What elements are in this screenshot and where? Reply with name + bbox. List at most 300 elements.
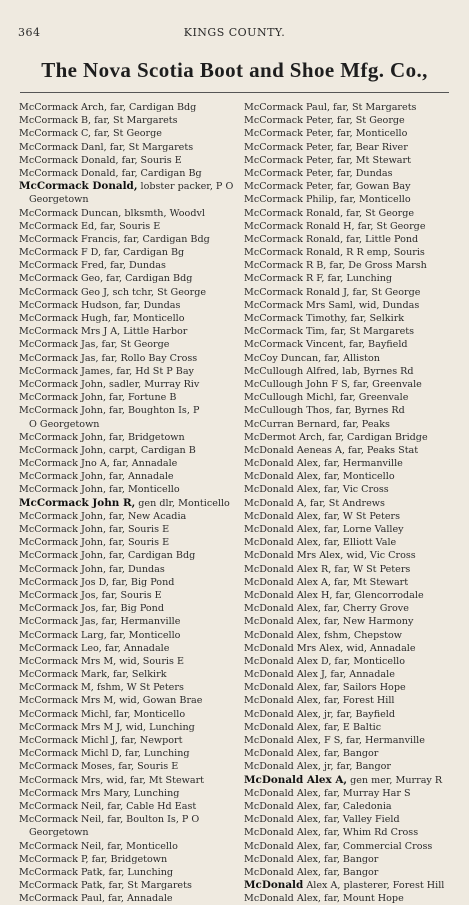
entry-detail: Paul, far, Annadale xyxy=(80,893,173,905)
directory-entry xyxy=(244,167,462,180)
entry-surname: McCormack xyxy=(19,616,78,628)
entry-surname: McCormack xyxy=(19,721,78,733)
directory-entry xyxy=(19,813,239,826)
directory-entry xyxy=(19,312,239,325)
entry-detail: Ronald H, far, St George xyxy=(305,220,426,232)
advertisement-banner: The Nova Scotia Boot and Shoe Mfg. Co., xyxy=(41,58,428,82)
entry-detail: Patk, far, Lunching xyxy=(80,866,174,878)
directory-entry xyxy=(244,391,462,404)
entry-surname: McCormack xyxy=(244,154,303,166)
directory-entry xyxy=(244,813,462,826)
directory-entry xyxy=(244,774,462,787)
entry-surname: McCormack xyxy=(244,286,303,298)
entry-detail: John, far, Annadale xyxy=(80,471,174,483)
entry-surname: McCormack xyxy=(244,128,303,140)
directory-entry xyxy=(19,589,239,602)
directory-entry xyxy=(244,576,462,589)
directory-entry xyxy=(244,233,462,246)
entry-surname: McDonald xyxy=(244,787,294,799)
entry-surname: McCullough xyxy=(244,405,304,417)
directory-entry xyxy=(19,431,239,444)
directory-entry xyxy=(244,418,462,431)
entry-surname: McCormack xyxy=(19,458,78,470)
directory-entry xyxy=(244,457,462,470)
entry-surname: McCormack xyxy=(19,444,78,456)
directory-entry xyxy=(244,299,462,312)
entry-detail: O Georgetown xyxy=(29,418,100,430)
entry-surname: McCormack xyxy=(19,286,78,298)
entry-surname: McCormack xyxy=(19,563,78,575)
entry-detail: Paul, far, St Margarets xyxy=(305,102,417,113)
entry-surname: McCormack xyxy=(19,774,78,786)
entry-detail: lobster packer, P O xyxy=(140,181,234,193)
entry-detail: Michl J, far, Newport xyxy=(80,735,183,746)
directory-entry xyxy=(244,404,462,417)
entry-detail: John, far, Fortune B xyxy=(80,392,177,404)
entry-surname: McCormack xyxy=(244,167,303,179)
running-title: KINGS COUNTY. xyxy=(183,26,286,39)
entry-detail: Bernard, far, Peaks xyxy=(296,418,390,430)
entry-surname: McCormack xyxy=(244,220,303,232)
entry-surname: McCormack xyxy=(19,392,78,404)
entry-surname: McDonald xyxy=(244,721,294,733)
directory-entry xyxy=(19,629,239,642)
entry-surname: McCormack xyxy=(19,207,78,219)
directory-entry xyxy=(244,338,462,351)
directory-entry xyxy=(19,233,239,246)
entry-detail: C, far, St George xyxy=(80,128,162,140)
entry-detail: Alex, fshm, Chepstow xyxy=(296,629,402,641)
directory-entry xyxy=(19,840,239,853)
entry-surname: McDonald xyxy=(244,866,294,878)
entry-detail: Duncan, far, Alliston xyxy=(280,352,380,364)
directory-entry xyxy=(244,708,462,721)
directory-entry xyxy=(244,800,462,813)
entry-detail: Ed, far, Souris E xyxy=(80,220,161,232)
directory-entry xyxy=(19,563,239,576)
entry-detail: Philip, far, Monticello xyxy=(305,194,411,206)
directory-entry xyxy=(19,892,239,905)
directory-entry xyxy=(244,523,462,536)
entry-detail: Alfred, lab, Byrnes Rd xyxy=(306,365,414,377)
entry-detail: Moses, far, Souris E xyxy=(80,761,179,773)
entry-detail: Peter, far, Monticello xyxy=(305,128,408,140)
directory-entry xyxy=(244,272,462,285)
entry-surname: McCullough xyxy=(244,378,304,390)
entry-surname: McCormack xyxy=(19,431,78,443)
entry-surname: McCormack xyxy=(19,524,78,535)
entry-surname: McCormack xyxy=(19,853,78,865)
directory-entry xyxy=(19,602,239,615)
entry-surname: McCormack xyxy=(19,510,78,522)
entry-detail: Alex, far, Cherry Grove xyxy=(296,603,409,615)
entry-detail: Donald, far, Souris E xyxy=(80,154,182,166)
directory-entry xyxy=(244,365,462,378)
entry-surname: McDonald xyxy=(244,444,294,456)
entry-surname: McCormack xyxy=(19,484,78,496)
entry-surname: McCullough xyxy=(244,365,304,377)
directory-entry xyxy=(19,101,239,114)
directory-entry xyxy=(244,127,462,140)
directory-entry xyxy=(19,721,239,734)
directory-entry xyxy=(19,787,239,800)
directory-entry xyxy=(244,470,462,483)
entry-surname: McCormack John R, xyxy=(19,496,136,509)
entry-detail: Ronald, R R emp, Souris xyxy=(305,247,425,259)
directory-entry xyxy=(244,602,462,615)
directory-entry xyxy=(244,101,462,114)
entry-surname: McCormack xyxy=(19,313,78,324)
entry-detail: Jno A, far, Annadale xyxy=(80,458,178,470)
entry-detail: Arch, far, Cardigan Bridge xyxy=(298,431,428,443)
entry-detail: Alex J, far, Annadale xyxy=(296,669,395,681)
entry-surname: McCormack xyxy=(244,273,303,285)
entry-detail: Ronald, far, St George xyxy=(305,207,415,219)
directory-entry xyxy=(19,154,239,167)
directory-entry xyxy=(244,892,462,905)
entry-surname: McDonald xyxy=(244,550,294,562)
entry-surname: McCormack xyxy=(19,814,78,826)
directory-entry xyxy=(19,510,239,523)
directory-entry xyxy=(19,497,239,510)
entry-detail: John, far, Bridgetown xyxy=(80,431,185,443)
entry-detail: gen dlr, Monticello xyxy=(138,497,230,509)
directory-entry xyxy=(19,760,239,773)
entry-surname: McCormack xyxy=(19,128,78,140)
entry-surname: McDonald xyxy=(244,576,294,588)
entry-surname: McDonald xyxy=(244,840,294,852)
entry-surname: McCormack xyxy=(19,405,78,417)
directory-entry xyxy=(19,708,239,721)
entry-surname: McCormack xyxy=(244,141,303,153)
directory-entry xyxy=(19,523,239,536)
entry-surname: McDermot xyxy=(244,431,296,443)
entry-detail: Ronald, far, Little Pond xyxy=(305,233,419,245)
entry-surname: McCormack Donald, xyxy=(19,180,138,193)
entry-surname: McDonald xyxy=(244,879,304,892)
directory-entry xyxy=(244,879,462,892)
entry-detail: John, far, Boughton Is, P xyxy=(80,405,200,417)
entry-detail: Danl, far, St Margarets xyxy=(80,141,194,153)
entry-detail: M, fshm, W St Peters xyxy=(80,682,184,694)
directory-entry xyxy=(19,655,239,668)
entry-surname: McCormack xyxy=(244,313,303,324)
entry-surname: McCormack xyxy=(19,576,78,588)
entry-surname: McDonald xyxy=(244,735,294,746)
entry-detail: Alex D, far, Monticello xyxy=(296,655,405,667)
entry-detail: Ronald J, far, St George xyxy=(305,286,421,298)
entry-surname: McDonald xyxy=(244,655,294,667)
entry-detail: Alex A, far, Mt Stewart xyxy=(296,576,409,588)
entry-surname: McDonald xyxy=(244,458,294,470)
entry-detail: Timothy, far, Selkirk xyxy=(305,313,405,324)
entry-detail: John F S, far, Greenvale xyxy=(306,378,422,390)
entry-detail: Georgetown xyxy=(29,827,89,839)
entry-detail: Geo, far, Cardigan Bdg xyxy=(80,273,193,285)
entry-surname: McCormack xyxy=(19,708,78,720)
directory-entry xyxy=(19,325,239,338)
entry-detail: Peter, far, St George xyxy=(305,115,405,127)
entry-surname: McCormack xyxy=(19,537,78,549)
directory-entry xyxy=(244,734,462,747)
directory-entry xyxy=(244,180,462,193)
directory-entry xyxy=(244,853,462,866)
entry-detail: Alex, F S, far, Hermanville xyxy=(296,735,425,746)
entry-surname: McCormack xyxy=(19,154,78,166)
directory-entry xyxy=(244,747,462,760)
entry-detail: Alex H, far, Glencorrodale xyxy=(296,589,424,601)
entry-detail: James, far, Hd St P Bay xyxy=(80,365,194,377)
directory-entry xyxy=(19,826,239,839)
entry-surname: McCormack xyxy=(19,339,78,351)
directory-entry xyxy=(19,483,239,496)
entry-detail: Jas, far, Rollo Bay Cross xyxy=(80,352,198,364)
directory-entry xyxy=(244,483,462,496)
directory-entry xyxy=(244,325,462,338)
entry-detail: Francis, far, Cardigan Bdg xyxy=(80,233,210,245)
directory-entry xyxy=(19,299,239,312)
entry-surname: McDonald xyxy=(244,748,294,760)
directory-entry xyxy=(244,154,462,167)
entry-surname: McCormack xyxy=(19,260,78,272)
entry-detail: Michl D, far, Lunching xyxy=(80,748,190,760)
directory-entry xyxy=(244,497,462,510)
entry-detail: John, far, Cardigan Bdg xyxy=(80,550,196,562)
directory-entry xyxy=(244,220,462,233)
directory-entry xyxy=(19,193,239,206)
directory-entry xyxy=(19,866,239,879)
directory-entry xyxy=(244,721,462,734)
directory-entry xyxy=(244,246,462,259)
directory-entry xyxy=(19,418,239,431)
directory-entry xyxy=(244,352,462,365)
entry-detail: Michl, far, Greenvale xyxy=(306,392,409,404)
entry-detail: Peter, far, Dundas xyxy=(305,167,393,179)
directory-entry xyxy=(244,760,462,773)
entry-surname: McDonald xyxy=(244,563,294,575)
entry-detail: Neil, far, Cable Hd East xyxy=(80,800,197,812)
directory-entry xyxy=(244,668,462,681)
entry-surname: McCormack xyxy=(19,695,78,707)
entry-surname: McCormack xyxy=(19,115,78,127)
entry-surname: McDonald xyxy=(244,695,294,707)
entry-detail: Alex, far, Caledonia xyxy=(296,800,392,812)
entry-surname: McDonald xyxy=(244,708,294,720)
entry-surname: McCurran xyxy=(244,418,294,430)
entry-detail: Alex A, plasterer, Forest Hill xyxy=(306,880,445,892)
directory-entry xyxy=(19,747,239,760)
entry-surname: McCormack xyxy=(19,273,78,285)
entry-detail: Mrs, wid, far, Mt Stewart xyxy=(80,774,205,786)
directory-entry xyxy=(19,167,239,180)
entry-surname: McCormack xyxy=(19,378,78,390)
entry-detail: F D, far, Cardigan Bg xyxy=(80,247,185,259)
entry-detail: Aeneas A, far, Peaks Stat xyxy=(296,444,419,456)
banner-divider xyxy=(20,92,449,93)
entry-surname: McCormack xyxy=(19,761,78,773)
directory-entry xyxy=(244,866,462,879)
entry-surname: McDonald xyxy=(244,642,294,654)
entry-detail: Arch, far, Cardigan Bdg xyxy=(80,102,197,113)
entry-detail: Alex R, far, W St Peters xyxy=(296,563,411,575)
entry-detail: Duncan, blksmth, Woodvl xyxy=(80,207,205,219)
entry-detail: Leo, far, Annadale xyxy=(80,642,170,654)
entry-detail: Jas, far, Hermanville xyxy=(80,616,181,628)
entry-surname: McCormack xyxy=(19,893,78,905)
entry-surname: McCormack xyxy=(19,748,78,760)
entry-surname: McCormack xyxy=(19,655,78,667)
entry-surname: McDonald xyxy=(244,814,294,826)
entry-surname: McDonald Alex A, xyxy=(244,773,347,786)
entry-detail: Alex, far, New Harmony xyxy=(296,616,414,628)
directory-entry xyxy=(244,141,462,154)
directory-entry xyxy=(244,444,462,457)
entry-detail: Neil, far, Monticello xyxy=(80,840,178,852)
entry-surname: McDonald xyxy=(244,853,294,865)
entry-detail: John, sadler, Murray Riv xyxy=(80,378,200,390)
entry-detail: Alex, far, Sailors Hope xyxy=(296,682,406,694)
entry-detail: Alex, far, Elliott Vale xyxy=(296,537,397,549)
entry-detail: Alex, far, Bangor xyxy=(296,748,379,760)
entry-surname: McDonald xyxy=(244,484,294,496)
directory-column-right xyxy=(244,101,462,905)
entry-detail: Alex, far, Monticello xyxy=(296,471,395,483)
directory-entry xyxy=(19,774,239,787)
entry-surname: McDonald xyxy=(244,682,294,694)
entry-detail: John, carpt, Cardigan B xyxy=(80,444,196,456)
directory-entry xyxy=(244,787,462,800)
directory-column-left xyxy=(19,101,239,905)
entry-detail: Donald, far, Cardigan Bg xyxy=(80,167,202,179)
directory-entry xyxy=(19,391,239,404)
directory-entry xyxy=(19,668,239,681)
directory-entry xyxy=(244,378,462,391)
entry-detail: Mrs M, wid, Souris E xyxy=(80,655,184,667)
directory-entry xyxy=(244,114,462,127)
directory-entry xyxy=(244,694,462,707)
entry-detail: John, far, Monticello xyxy=(80,484,180,496)
entry-detail: Alex, far, Murray Har S xyxy=(296,787,411,799)
entry-surname: McCormack xyxy=(19,233,78,245)
directory-entry xyxy=(244,826,462,839)
entry-detail: Mrs M, wid, Gowan Brae xyxy=(80,695,203,707)
directory-entry xyxy=(244,642,462,655)
entry-surname: McCormack xyxy=(19,326,78,338)
entry-surname: McCormack xyxy=(19,603,78,615)
entry-detail: Michl, far, Monticello xyxy=(80,708,186,720)
entry-detail: Mrs Saml, wid, Dundas xyxy=(305,299,420,311)
entry-detail: Alex, far, W St Peters xyxy=(296,510,401,522)
entry-detail: Mrs Alex, wid, Annadale xyxy=(296,642,416,654)
directory-entry xyxy=(19,576,239,589)
directory-entry xyxy=(244,193,462,206)
entry-surname: McCormack xyxy=(19,167,78,179)
entry-surname: McCormack xyxy=(19,682,78,694)
entry-detail: John, far, Souris E xyxy=(80,524,170,535)
entry-detail: John, far, Souris E xyxy=(80,537,170,549)
directory-entry xyxy=(19,734,239,747)
entry-detail: Alex, far, Whim Rd Cross xyxy=(296,827,419,839)
directory-entry xyxy=(19,681,239,694)
directory-entry xyxy=(244,563,462,576)
entry-detail: gen mer, Murray R xyxy=(350,774,443,786)
directory-entry xyxy=(244,549,462,562)
directory-entry xyxy=(19,259,239,272)
entry-surname: McCullough xyxy=(244,392,304,404)
entry-surname: McCormack xyxy=(244,207,303,219)
entry-surname: McCormack xyxy=(19,735,78,746)
entry-surname: McCormack xyxy=(244,181,303,193)
entry-detail: Alex, far, Lorne Valley xyxy=(296,524,404,535)
entry-detail: Mrs Alex, wid, Vic Cross xyxy=(296,550,416,562)
entry-detail: Peter, far, Gowan Bay xyxy=(305,181,411,193)
entry-surname: McCormack xyxy=(19,299,78,311)
entry-detail: Alex, far, Valley Field xyxy=(296,814,400,826)
entry-surname: McDonald xyxy=(244,669,294,681)
entry-surname: McCormack xyxy=(19,247,78,259)
directory-entry xyxy=(19,800,239,813)
entry-detail: Tim, far, St Margarets xyxy=(305,326,415,338)
entry-detail: Jas, far, St George xyxy=(80,339,170,351)
entry-detail: Neil, far, Boulton Is, P O xyxy=(80,814,200,826)
entry-detail: John, far, Dundas xyxy=(80,563,165,575)
directory-entry xyxy=(244,536,462,549)
entry-detail: Jos, far, Big Pond xyxy=(80,603,164,615)
entry-surname: McDonald xyxy=(244,603,294,615)
directory-entry xyxy=(19,615,239,628)
entry-detail: Georgetown xyxy=(29,194,89,206)
entry-surname: McCormack xyxy=(19,220,78,232)
directory-entry xyxy=(19,404,239,417)
entry-surname: McCormack xyxy=(244,260,303,272)
directory-entry xyxy=(244,655,462,668)
entry-surname: McCormack xyxy=(19,642,78,654)
entry-surname: McCormack xyxy=(19,840,78,852)
entry-surname: McCormack xyxy=(19,589,78,601)
directory-entry xyxy=(244,629,462,642)
directory-entry xyxy=(19,694,239,707)
entry-detail: R F, far, Lunching xyxy=(305,273,393,285)
entry-surname: McCormack xyxy=(244,194,303,206)
entry-surname: McDonald xyxy=(244,524,294,535)
directory-entry xyxy=(19,642,239,655)
entry-surname: McCormack xyxy=(19,629,78,641)
entry-detail: Hugh, far, Monticello xyxy=(80,313,185,324)
directory-entry xyxy=(19,365,239,378)
directory-entry xyxy=(19,853,239,866)
entry-surname: McCormack xyxy=(19,800,78,812)
directory-entry xyxy=(19,246,239,259)
directory-entry xyxy=(19,207,239,220)
entry-detail: John, far, New Acadia xyxy=(80,510,187,522)
directory-entry xyxy=(244,286,462,299)
directory-entry xyxy=(19,352,239,365)
entry-detail: Alex, far, E Baltic xyxy=(296,721,382,733)
entry-surname: McDonald xyxy=(244,761,294,773)
entry-detail: Mrs M J, wid, Lunching xyxy=(80,721,195,733)
entry-detail: Alex, far, Hermanville xyxy=(296,458,403,470)
entry-surname: McCormack xyxy=(244,102,303,113)
directory-entry xyxy=(244,681,462,694)
entry-detail: Alex, jr, far, Bayfield xyxy=(296,708,396,720)
entry-surname: McCormack xyxy=(19,471,78,483)
entry-detail: Alex, far, Mount Hope xyxy=(296,893,404,905)
entry-detail: Fred, far, Dundas xyxy=(80,260,166,272)
entry-detail: Mrs Mary, Lunching xyxy=(80,787,180,799)
directory-entry xyxy=(19,114,239,127)
entry-detail: Alex, far, Vic Cross xyxy=(296,484,389,496)
directory-entry xyxy=(244,259,462,272)
